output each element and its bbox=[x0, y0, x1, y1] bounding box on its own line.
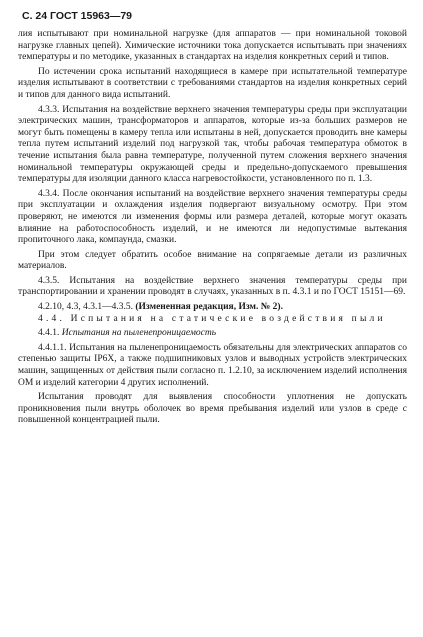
paragraph: 4.3.5. Испытания на воздействие верхнего значения температуры среды при транспортировании и хранении проводят в случаях, указанных в п. 4.3.1 и по ГОСТ 15151—69. bbox=[18, 275, 407, 298]
amendment-prefix: 4.2.10, 4.3, 4.3.1—4.3.5. bbox=[38, 302, 136, 313]
paragraph: По истечении срока испытаний находящиеся в камере при испытательной температуре изделия испытывают в соответствии с требованиями стандартов на изделия конкретных серий и типов для данного вида испытаний. bbox=[18, 66, 407, 100]
paragraph: При этом следует обратить особое внимание на сопрягаемые детали из различных материалов. bbox=[18, 249, 407, 272]
paragraph: 4.3.4. После окончания испытаний на воздействие верхнего значения температуры среды при эксплуатации и охлаждения изделия подвергают визуальному осмотру. При этом проверяют, не имеются ли изменения формы или размера деталей, которые могут оказать влияние на работоспособность изделий, и не имеются ли недопустимые вытекания пропиточного лака, компаунда, смазки. bbox=[18, 188, 407, 246]
paragraph: Испытания проводят для выявления способности уплотнения не допускать проникновения пыли внутрь оболочек во время пребывания изделий или узлов в среде с повышенной концентрацией пыли. bbox=[18, 392, 407, 426]
paragraph: лия испытывают при номинальной нагрузке (для аппаратов — при номинальной токовой нагрузке главных цепей). Химические источники тока допускается испытывать при значениях температуры и по методике, указанных в стандартах на изделия конкретных серий и типов. bbox=[18, 29, 407, 63]
sub-heading-number: 4.4.1. bbox=[38, 328, 60, 339]
amendment-bold: (Измененная редакция, Изм. № 2). bbox=[135, 302, 283, 313]
amendment-note bbox=[18, 302, 407, 314]
sub-heading-title: Испытания на пыленепроницаемость bbox=[61, 328, 217, 339]
page-header: С. 24 ГОСТ 15963—79 bbox=[22, 10, 133, 22]
section-heading bbox=[18, 314, 407, 326]
section-title: Испытания на статические воздействия пыли bbox=[70, 313, 386, 324]
sub-heading bbox=[18, 328, 407, 340]
section-number: 4.4. bbox=[38, 313, 66, 324]
paragraph: 4.4.1.1. Испытания на пыленепроницаемость обязательны для электрических аппаратов со степенью защиты IP6X, а также подшипниковых узлов и выводных устройств электрических машин, защищенных от действия пыли согласно п. 1.2.10, за исключением изделий исполнения ОМ и изделий категории 4 других исполнений. bbox=[18, 342, 407, 388]
paragraph: 4.3.3. Испытания на воздействие верхнего значения температуры среды при эксплуатации электрических машин, трансформаторов и аппаратов, которые из-за больших размеров не могут быть помещены в камеру тепла или испытаны в ней, допускается проводить вне камеры тепла путем испытаний изделий под нагрузкой так, чтобы рабочая температура обмоток в течение испытания была равна температуре, полученной путем сложения верхнего значения номинальной температуры окружающей среды и предельно-допускаемого превышения температуры для изоляции данного класса нагревостойкости, установленного по п. 1.3. bbox=[18, 104, 407, 185]
